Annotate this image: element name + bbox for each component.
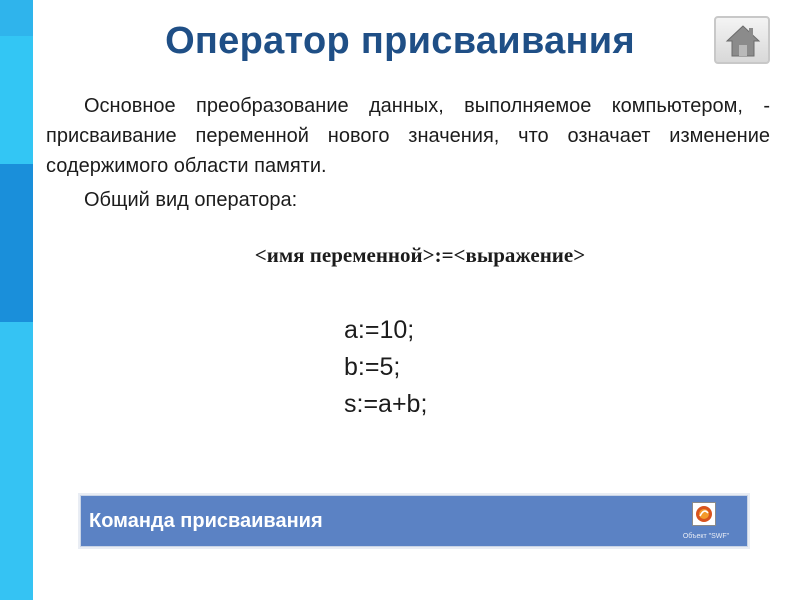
object-label: Объект "SWF" [682, 533, 730, 540]
accent-segment [0, 0, 33, 36]
operator-syntax: <имя переменной>:=<выражение> [254, 243, 586, 267]
code-example [344, 312, 427, 423]
operator-intro: Общий вид оператора: [84, 189, 298, 211]
flash-object-button[interactable] [692, 502, 716, 526]
home-button[interactable] [714, 16, 770, 64]
accent-segment [0, 322, 33, 600]
description-text [46, 91, 770, 215]
flash-object-icon [694, 504, 714, 524]
code-line: b:=5; [344, 353, 401, 381]
description-paragraph: Основное преобразование данных, выполняемое компьютером, - присваивание переменной нового значения, что означает изменение содержимого области памяти. [46, 95, 770, 177]
home-icon [725, 24, 761, 58]
code-line: s:=a+b; [344, 390, 428, 418]
accent-segment [0, 36, 33, 164]
banner-label: Команда присваивания [89, 510, 323, 532]
slide-title: Оператор присваивания [165, 20, 635, 62]
command-banner[interactable] [80, 495, 748, 547]
code-line: a:=10; [344, 316, 415, 344]
left-accent-bar [0, 0, 33, 600]
